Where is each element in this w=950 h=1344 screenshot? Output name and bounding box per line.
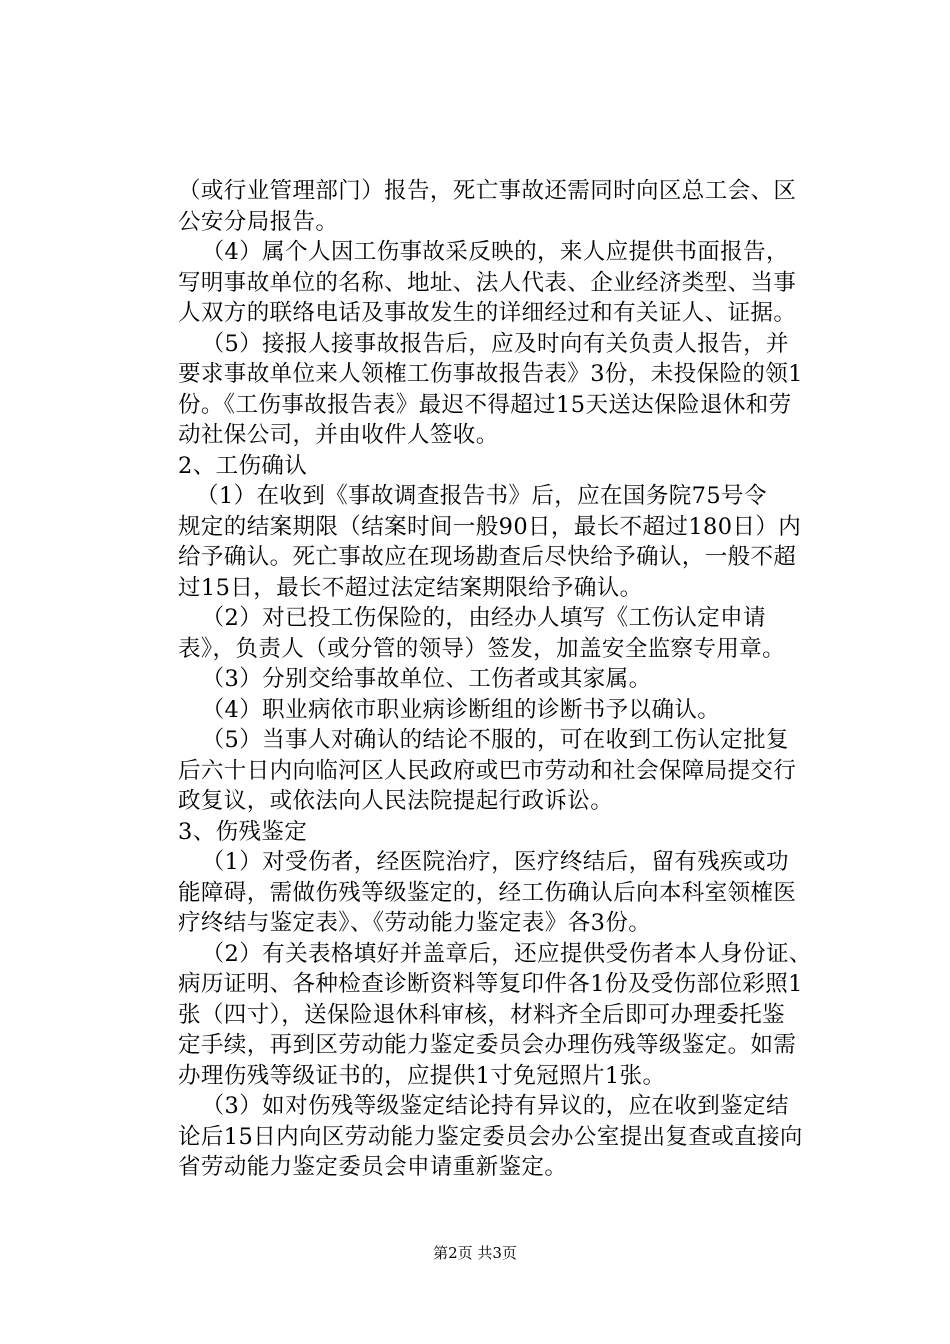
text-line: （或行业管理部门）报告，死亡事故还需同时向区总工会、区 xyxy=(178,178,797,204)
text-line: 能障碍，需做伤残等级鉴定的，经工伤确认后向本科室领榷医 xyxy=(178,879,797,906)
text-line: （5）接报人接事故报告后，应及时向有关负责人报告，并 xyxy=(190,330,789,357)
text-line: 过15日，最长不超过法定结案期限给予确认。 xyxy=(178,574,643,601)
text-line: （3）如对伤残等级鉴定结论持有异议的，应在收到鉴定结 xyxy=(190,1093,789,1119)
section-heading xyxy=(178,451,838,482)
text-line: （2）有关表格填好并盖章后，还应提供受伤者本人身份证、 xyxy=(190,940,812,967)
text-line: 动社保公司，并由收件人签收。 xyxy=(178,422,499,448)
text-line: 表》，负责人（或分管的领导）签发，加盖安全监察专用章。 xyxy=(178,635,786,662)
text-line: （1）对受伤者，经医院治疗，医疗终结后，留有残疾或功 xyxy=(190,849,789,875)
text-line: 定手续，再到区劳动能力鉴定委员会办理伤残等级鉴定。如需 xyxy=(178,1032,797,1058)
text-line: 后六十日内向临河区人民政府或巴市劳动和社会保障局提交行 xyxy=(178,757,797,784)
text-line: 要求事故单位来人领榷工伤事故报告表》3份，未投保险的领1 xyxy=(178,361,803,387)
text-line: （3）分别交给事故单位、工伤者或其家属。 xyxy=(190,666,652,692)
text-line: （5）当事人对确认的结论不服的，可在收到工伤认定批复 xyxy=(190,727,789,753)
text-line: 给予确认。死亡事故应在现场勘查后尽快给予确认，一般不超 xyxy=(178,544,797,570)
text-line: （4）属个人因工伤事故采反映的，来人应提供书面报告， xyxy=(190,239,789,265)
text-line: 公安分局报告。 xyxy=(178,208,339,235)
document-body xyxy=(178,176,838,1183)
text-line: （1）在收到《事故调查报告书》后，应在国务院75号令 xyxy=(196,483,767,509)
page-number-footer: 第2页 共3页 xyxy=(433,1244,517,1262)
text-line: 份。《工伤事故报告表》最迟不得超过15天送达保险退休和劳 xyxy=(178,391,792,418)
section-heading-text: 2、工伤确认 xyxy=(178,452,308,479)
text-line: 病历证明、各种检查诊断资料等复印件各1份及受伤部位彩照1 xyxy=(178,971,803,997)
text-line: 政复议，或依法向人民法院提起行政诉讼。 xyxy=(178,788,614,814)
section-heading: 3、伤残鉴定 xyxy=(178,818,308,845)
text-line: 人双方的联络电话及事故发生的详细经过和有关证人、证据。 xyxy=(178,300,797,326)
text-line: 疗终结与鉴定表》、《劳动能力鉴定表》各3份。 xyxy=(178,910,652,936)
text-line: 论后15日内向区劳动能力鉴定委员会办公室提出复查或直接向 xyxy=(178,1123,803,1150)
text-line: 张（四寸），送保险退休科审核，材料齐全后即可办理委托鉴 xyxy=(178,1001,786,1028)
text-line: （2）对已投工伤保险的，由经办人填写《工伤认定申请 xyxy=(190,605,766,631)
text-line: 规定的结案期限（结案时间一般90日，最长不超过180日）内 xyxy=(178,513,802,540)
text-line: 省劳动能力鉴定委员会申请重新鉴定。 xyxy=(178,1154,568,1180)
text-line: 办理伤残等级证书的，应提供1寸免冠照片1张。 xyxy=(178,1062,666,1089)
text-line: （4）职业病依市职业病诊断组的诊断书予以确认。 xyxy=(190,696,721,723)
text-line: 写明事故单位的名称、地址、法人代表、企业经济类型、当事 xyxy=(178,269,797,296)
